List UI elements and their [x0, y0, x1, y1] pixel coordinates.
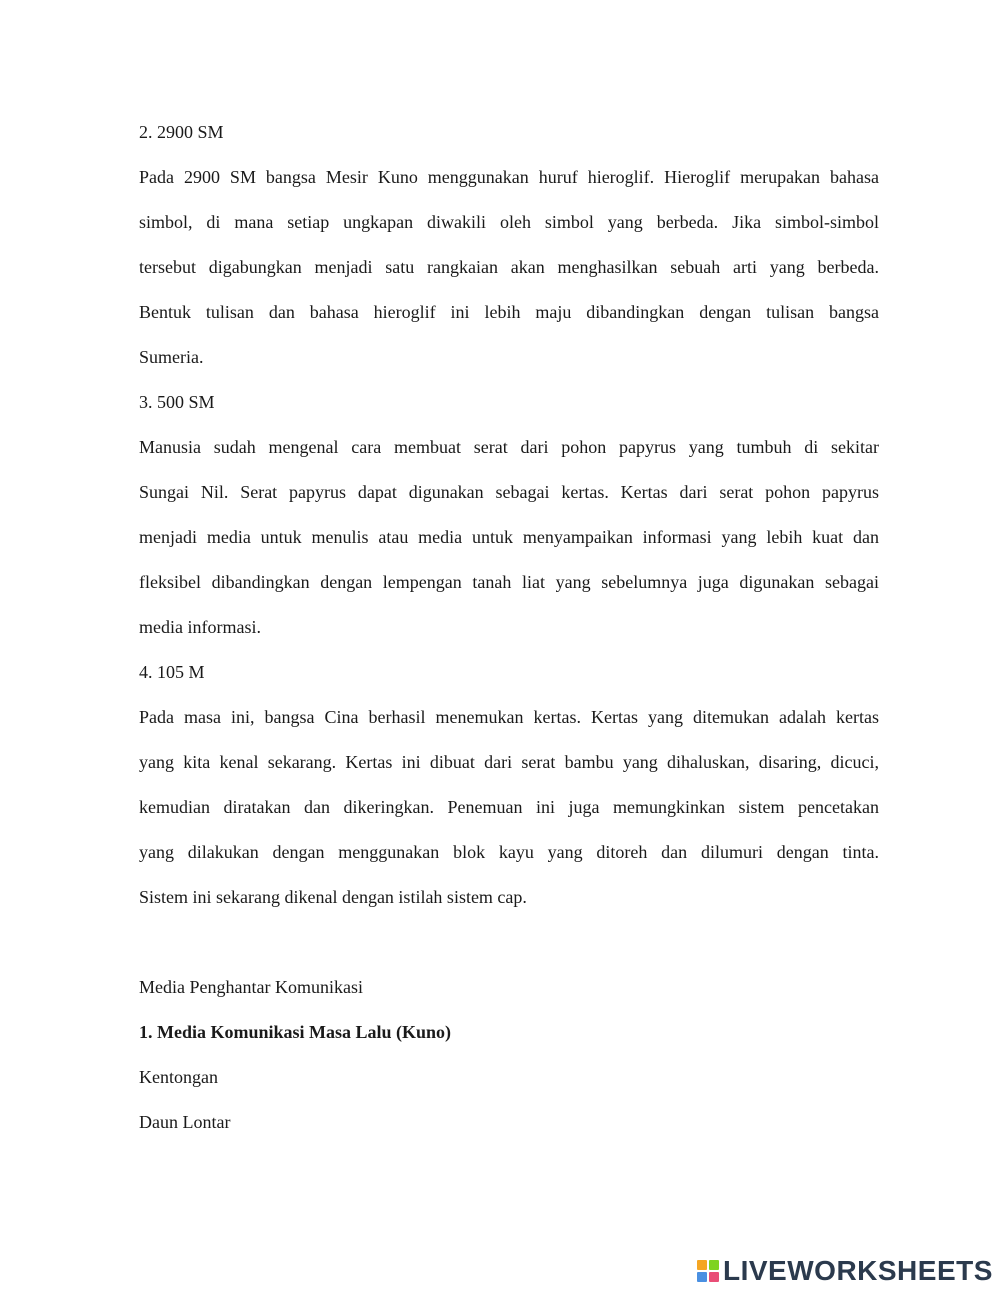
- liveworksheets-logo-text: LIVEWORKSHEETS: [723, 1255, 993, 1286]
- media-item-kentongan: Kentongan: [139, 1067, 218, 1087]
- section-heading-105-m: 4. 105 M: [139, 662, 205, 682]
- logo-square: [709, 1272, 719, 1282]
- logo-square: [697, 1260, 707, 1270]
- document-page: [139, 110, 879, 1145]
- paragraph-line: yang dilakukan dengan menggunakan blok kayu yang ditoreh dan dilumuri dengan tinta.: [139, 842, 879, 862]
- paragraph-line: Bentuk tulisan dan bahasa hieroglif ini lebih maju dibandingkan dengan tulisan bangsa: [139, 302, 879, 322]
- media-item-daun-lontar: Daun Lontar: [139, 1112, 231, 1132]
- paragraph-line: kemudian diratakan dan dikeringkan. Penemuan ini juga memungkinkan sistem pencetakan: [139, 797, 879, 817]
- paragraph-line: menjadi media untuk menulis atau media untuk menyampaikan informasi yang lebih kuat dan: [139, 527, 879, 547]
- paragraph-line: simbol, di mana setiap ungkapan diwakili oleh simbol yang berbeda. Jika simbol-simbol: [139, 212, 879, 232]
- paragraph-line: Sungai Nil. Serat papyrus dapat digunakan sebagai kertas. Kertas dari serat pohon papyrus: [139, 482, 879, 502]
- media-subheading: 1. Media Komunikasi Masa Lalu (Kuno): [139, 1022, 452, 1042]
- section-heading-2900-sm: 2. 2900 SM: [139, 122, 224, 142]
- paragraph-line: Pada 2900 SM bangsa Mesir Kuno menggunakan huruf hieroglif. Hieroglif merupakan bahasa: [139, 167, 879, 187]
- paragraph-line: fleksibel dibandingkan dengan lempengan tanah liat yang sebelumnya juga digunakan sebagai: [139, 572, 879, 592]
- paragraph-line: Sumeria.: [139, 347, 204, 367]
- paragraph-line: Sistem ini sekarang dikenal dengan istilah sistem cap.: [139, 887, 527, 907]
- paragraph-line: yang kita kenal sekarang. Kertas ini dibuat dari serat bambu yang dihaluskan, disaring, dicuci,: [139, 752, 879, 772]
- paragraph-hieroglif: [139, 155, 879, 380]
- liveworksheets-logo: [697, 1254, 993, 1288]
- logo-square: [697, 1272, 707, 1282]
- paragraph-line: Pada masa ini, bangsa Cina berhasil menemukan kertas. Kertas yang ditemukan adalah kertas: [139, 707, 879, 727]
- paragraph-kertas-cina: [139, 695, 879, 920]
- paragraph-line: Manusia sudah mengenal cara membuat serat dari pohon papyrus yang tumbuh di sekitar: [139, 437, 879, 457]
- logo-square: [709, 1260, 719, 1270]
- liveworksheets-logo-icon: [697, 1260, 719, 1282]
- section-heading-500-sm: 3. 500 SM: [139, 392, 215, 412]
- media-title: Media Penghantar Komunikasi: [139, 977, 363, 997]
- blank-line: [139, 920, 879, 965]
- paragraph-papyrus: [139, 425, 879, 650]
- paragraph-line: tersebut digabungkan menjadi satu rangkaian akan menghasilkan sebuah arti yang berbeda.: [139, 257, 879, 277]
- paragraph-line: media informasi.: [139, 617, 261, 637]
